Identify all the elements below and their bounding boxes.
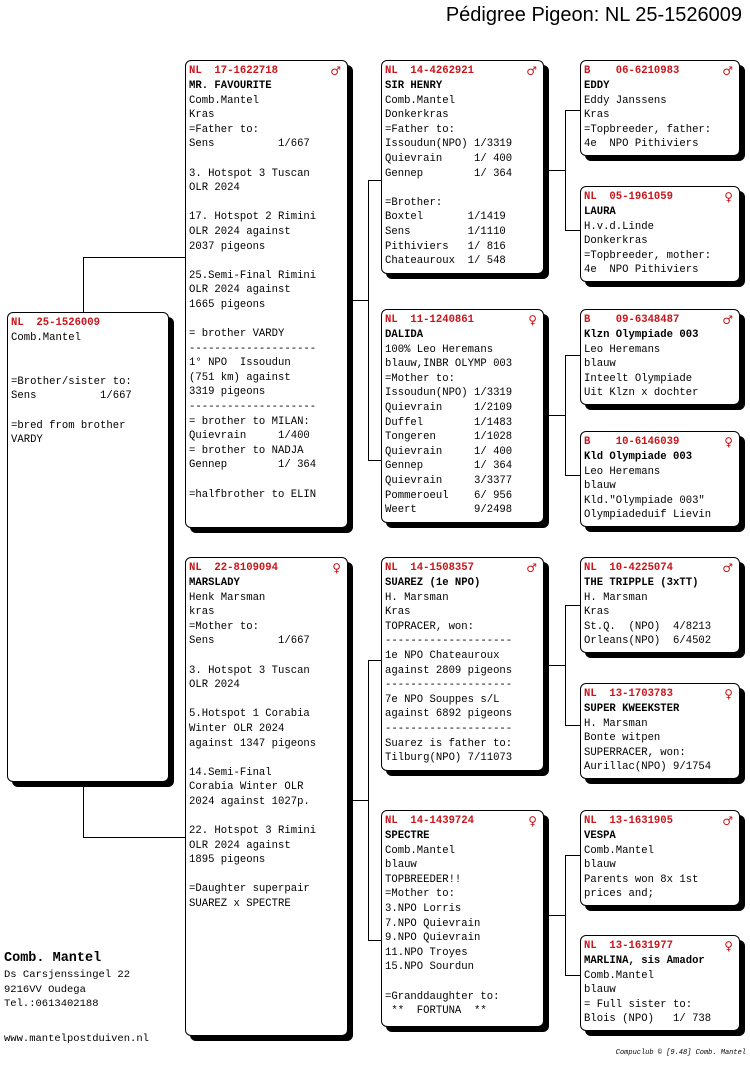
pigeon-info-line: Pithiviers 1/ 816 [385,240,506,253]
ring-number-text: B 09-6348487 [584,314,680,326]
pigeon-card-subject[interactable] [7,312,169,782]
pigeon-info-line: Comb.Mantel [11,332,81,344]
ring-number [584,435,735,450]
pigeon-info-line: =Brother: [385,196,443,209]
ring-number [385,814,539,829]
pigeon-info-line: 1895 pigeons [189,854,266,867]
breeder-phone: Tel.:0613402188 [4,998,99,1010]
pigeon-info-line: Comb.Mantel [189,94,259,107]
ring-number [385,561,539,576]
pigeon-name: EDDY [584,80,610,92]
pigeon-info-line: Suarez is father to: [385,737,513,750]
connector-line [352,800,368,801]
pigeon-info-line: 17. Hotspot 2 Rimini [189,211,317,224]
pigeon-name: Klzn Olympiade 003 [584,329,699,341]
pigeon-card-father[interactable] [185,60,348,528]
pigeon-info-line: Bonte witpen [584,732,661,745]
pigeon-info-line: Issoudun(NPO) 1/3319 [385,387,513,400]
pigeon-info-line: -------------------- [385,722,513,735]
pigeon-name: DALIDA [385,329,424,341]
pigeon-info-line: Chateauroux 1/ 548 [385,255,506,268]
male-symbol-icon: ♂ [722,814,733,828]
pigeon-info-line: =Granddaughter to: [385,990,500,1003]
pigeon-info-line: =Topbreeder, father: [584,123,712,136]
ring-number [584,313,735,328]
breeder-address-city: 9216VV Oudega [4,983,86,996]
pigeon-info-line [189,693,343,708]
pigeon-info-line: (751 km) against [189,371,291,384]
pigeon-info-line: 4e NPO Pithiviers [584,138,699,151]
pigeon-name: MR. FAVOURITE [189,80,272,92]
pigeon-info-line: SUPERRACER, won: [584,746,686,759]
female-symbol-icon: ♀ [724,939,733,953]
pigeon-info-line: Gennep 1/ 364 [385,167,513,180]
ring-number-text: NL 14-4262921 [385,65,475,77]
ring-number [385,64,539,79]
pigeon-info-line: Sens 1/667 [189,138,310,151]
female-symbol-icon: ♀ [724,687,733,701]
pigeon-card-fm-father[interactable] [580,309,740,405]
pigeon-info-line: Corabia Winter OLR [189,781,304,794]
connector-line [565,110,581,111]
pigeon-info-line: 14.Semi-Final [189,766,272,779]
pigeon-info-line: Orleans(NPO) 6/4502 [584,635,712,648]
footer-credit: Compuclub © [9.48] Comb. Mantel [615,1049,746,1057]
breeder-info [4,950,130,1012]
pigeon-info-line: =Mother to: [385,372,455,385]
pigeon-info-line: Henk Marsman [189,591,266,604]
pigeon-info-line: =Brother/sister to: [11,375,132,388]
ring-number [189,561,343,576]
pigeon-info-line: 5.Hotspot 1 Corabia [189,708,310,721]
pigeon-info-line: H.v.d.Linde [584,220,654,233]
pigeon-info-line: Aurillac(NPO) 9/1754 [584,761,712,774]
pigeon-info-line: Donkerkras [385,109,449,122]
pigeon-info-line: OLR 2024 [189,182,240,195]
connector-line [83,257,187,258]
pigeon-name: MARLINA, sis Amador [584,955,705,967]
pigeon-info-line: Kld."Olympiade 003" [584,494,705,507]
pigeon-card-mother[interactable] [185,557,348,1036]
connector-line [548,415,565,416]
pigeon-info-line: =Father to: [189,123,259,136]
pigeon-info-line: Sens 1/667 [189,635,310,648]
pigeon-info-line: 25.Semi-Final Rimini [189,269,317,282]
pigeon-info-line: Duffel 1/1483 [385,416,513,429]
pigeon-name: MARSLADY [189,577,240,589]
pigeon-info-line [11,346,164,361]
connector-line [565,855,581,856]
pigeon-info-line: Comb.Mantel [584,844,654,857]
pigeon-info-line: OLR 2024 against [189,225,291,238]
pigeon-info-line: = brother to NADJA [189,444,304,457]
connector-line [565,605,566,725]
connector-line [83,837,187,838]
connector-line [565,605,581,606]
pigeon-info-line [189,313,343,328]
pigeon-info-line: =halfbrother to ELIN [189,488,317,501]
pigeon-card-ff-mother[interactable] [580,186,740,282]
pigeon-info-line: Tilburg(NPO) 7/11073 [385,752,513,765]
pigeon-info-line: blauw [584,480,616,493]
male-symbol-icon: ♂ [722,313,733,327]
pigeon-info-line: -------------------- [189,342,317,355]
pigeon-info-line: 3319 pigeons [189,386,266,399]
pigeon-name: SPECTRE [385,830,430,842]
pigeon-info-line: Sens 1/667 [11,390,132,403]
pigeon-info-line: 3. Hotspot 3 Tuscan [189,664,310,677]
pigeon-info-line: =Mother to: [385,888,455,901]
pigeon-info-line: Gennep 1/ 364 [385,460,513,473]
connector-line [368,660,382,661]
ring-number-text: B 10-6146039 [584,436,680,448]
ring-number [584,561,735,576]
female-symbol-icon: ♀ [528,814,537,828]
pigeon-info-line [189,196,343,211]
pigeon-info-line: Kras [584,109,610,122]
ring-number [584,687,735,702]
ring-number-text: NL 14-1508357 [385,562,475,574]
pigeon-info-line: Comb.Mantel [385,94,455,107]
breeder-website-link[interactable]: www.mantelpostduiven.nl [4,1033,149,1045]
pigeon-info-line: St.Q. (NPO) 4/8213 [584,620,712,633]
ring-number-text: NL 10-4225074 [584,562,674,574]
pigeon-name: SIR HENRY [385,80,443,92]
breeder-name: Comb. Mantel [4,951,102,966]
pigeon-info-line: 2024 against 1027p. [189,795,310,808]
pigeon-card-mm-father[interactable] [580,810,740,906]
ring-number-text: NL 22-8109094 [189,562,279,574]
pigeon-info-line: -------------------- [189,401,317,414]
connector-line [565,475,581,476]
pigeon-info-line [189,152,343,167]
connector-line [565,355,581,356]
ring-number [584,64,735,79]
pigeon-info-line [189,649,343,664]
pigeon-info-line: -------------------- [385,679,513,692]
pigeon-info-line: Eddy Janssens [584,94,667,107]
pigeon-info-line: 3.NPO Lorris [385,902,462,915]
pigeon-info-line: = brother to MILAN: [189,415,310,428]
pigeon-info-line [385,181,539,196]
male-symbol-icon: ♂ [526,64,537,78]
pigeon-info-line: = Full sister to: [584,998,693,1011]
pigeon-info-line: OLR 2024 against [189,284,291,297]
pigeon-info-line: ** FORTUNA ** [385,1005,487,1018]
connector-line [548,915,565,916]
pigeon-info-line: Pommeroeul 6/ 956 [385,489,513,502]
pigeon-info-line [189,810,343,825]
pigeon-info-line: against 1347 pigeons [189,737,317,750]
ring-number-text: NL 14-1439724 [385,815,475,827]
pigeon-info-line: =Topbreeder, mother: [584,249,712,262]
pigeon-info-line: 7e NPO Souppes s/L [385,693,500,706]
pigeon-info-line: 15.NPO Sourdun [385,961,475,974]
pigeon-card-mother-father[interactable] [381,557,544,771]
female-symbol-icon: ♀ [528,313,537,327]
connector-line [548,665,565,666]
pigeon-info-line: =Daughter superpair [189,883,310,896]
pigeon-info-line: against 6892 pigeons [385,708,513,721]
pigeon-card-father-mother[interactable] [381,309,544,523]
pigeon-info-line: Leo Heremans [584,343,661,356]
pigeon-card-mm-mother[interactable] [580,935,740,1031]
pigeon-info-line: Donkerkras [584,235,648,248]
connector-line [565,110,566,230]
connector-line [368,460,382,461]
pigeon-name: Kld Olympiade 003 [584,451,693,463]
pigeon-info-line: VARDY [11,434,43,447]
pigeon-info-line: H. Marsman [584,717,648,730]
ring-number [584,190,735,205]
ring-number [584,939,735,954]
breeder-address-street: Ds Carsjenssingel 22 [4,969,131,981]
pigeon-name: VESPA [584,830,616,842]
pigeon-info-line: Kras [584,606,610,619]
pigeon-info-line: = brother VARDY [189,328,285,341]
pigeon-info-line: TOPBREEDER!! [385,873,462,886]
pigeon-name: LAURA [584,206,616,218]
female-symbol-icon: ♀ [332,561,341,575]
pigeon-info-line: blauw [584,984,616,997]
connector-line [352,300,368,301]
pigeon-info-line: Quievrain 1/400 [189,430,310,443]
pigeon-card-ff-father[interactable] [580,60,740,156]
ring-number [584,814,735,829]
pigeon-info-line: Quievrain 1/ 400 [385,152,513,165]
pigeon-info-line: Leo Heremans [584,465,661,478]
connector-line [83,780,84,837]
pigeon-info-line: Comb.Mantel [584,969,654,982]
pigeon-info-line: Issoudun(NPO) 1/3319 [385,138,513,151]
page-title: Pédigree Pigeon: NL 25-1526009 [445,4,742,26]
pigeon-info-line: Quievrain 1/2109 [385,401,513,414]
pigeon-info-line: kras [189,606,215,619]
male-symbol-icon: ♂ [330,64,341,78]
pigeon-info-line: 1665 pigeons [189,298,266,311]
pigeon-info-line: 3. Hotspot 3 Tuscan [189,167,310,180]
ring-number-text: NL 13-1631977 [584,940,674,952]
pigeon-info-line: Quievrain 1/ 400 [385,445,513,458]
pigeon-card-mf-father[interactable] [580,557,740,653]
pigeon-info-line: 7.NPO Quievrain [385,917,481,930]
pigeon-card-mf-mother[interactable] [580,683,740,779]
connector-line [565,725,581,726]
pigeon-card-father-father[interactable] [381,60,544,274]
pigeon-info-line: OLR 2024 against [189,839,291,852]
pigeon-info-line: Olympiadeduif Lievin [584,509,712,522]
pigeon-info-line: H. Marsman [385,591,449,604]
connector-line [368,180,382,181]
ring-number-text: NL 17-1622718 [189,65,279,77]
connector-line [368,660,369,940]
pigeon-info-line: OLR 2024 [189,679,240,692]
connector-line [548,170,565,171]
pigeon-info-line: Gennep 1/ 364 [189,459,317,472]
female-symbol-icon: ♀ [724,435,733,449]
pigeon-info-line: Comb.Mantel [385,844,455,857]
pigeon-name: SUPER KWEEKSTER [584,703,680,715]
connector-line [565,855,566,975]
pigeon-info-line: against 2809 pigeons [385,664,513,677]
pigeon-name: SUAREZ (1e NPO) [385,577,481,589]
pigeon-info-line: Boxtel 1/1419 [385,211,506,224]
ring-number [385,313,539,328]
pigeon-info-line [11,404,164,419]
connector-line [565,975,581,976]
pigeon-info-line: Weert 9/2498 [385,504,513,517]
pigeon-info-line: =Father to: [385,123,455,136]
pigeon-info-line: 22. Hotspot 3 Rimini [189,825,317,838]
pigeon-info-line: Blois (NPO) 1/ 738 [584,1013,712,1026]
pigeon-info-line: 11.NPO Troyes [385,946,468,959]
pigeon-info-line [11,360,164,375]
female-symbol-icon: ♀ [724,190,733,204]
connector-line [368,180,369,460]
ring-number [189,64,343,79]
pigeon-info-line [189,254,343,269]
pigeon-info-line: Sens 1/1110 [385,225,506,238]
pigeon-info-line [385,975,539,990]
pigeon-info-line: 1e NPO Chateauroux [385,649,500,662]
ring-number-text: NL 13-1631905 [584,815,674,827]
pigeon-info-line: =bred from brother [11,419,126,432]
pigeon-info-line: 1° NPO Issoudun [189,357,291,370]
pigeon-info-line: Quievrain 3/3377 [385,474,513,487]
connector-line [83,257,84,314]
pigeon-info-line: 2037 pigeons [189,240,266,253]
pigeon-info-line: SUAREZ x SPECTRE [189,898,291,911]
ring-number-text: B 06-6210983 [584,65,680,77]
male-symbol-icon: ♂ [722,561,733,575]
pigeon-info-line: Kras [385,606,411,619]
pigeon-info-line [189,868,343,883]
pigeon-info-line [189,473,343,488]
pigeon-info-line: blauw [385,859,417,872]
ring-number [11,316,164,331]
ring-number-text: NL 13-1703783 [584,688,674,700]
pigeon-info-line: Parents won 8x 1st [584,873,699,886]
connector-line [565,355,566,475]
pigeon-info-line: blauw,INBR OLYMP 003 [385,358,513,371]
pigeon-info-line: blauw [584,859,616,872]
pigeon-info-line [189,751,343,766]
pigeon-info-line: blauw [584,358,616,371]
ring-number-text: NL 25-1526009 [11,317,101,329]
pigeon-info-line: -------------------- [385,635,513,648]
pigeon-info-line: =Mother to: [189,620,259,633]
pigeon-name: THE TRIPPLE (3xTT) [584,577,699,589]
pigeon-card-mother-mother[interactable] [381,810,544,1027]
pigeon-info-line: Tongeren 1/1028 [385,431,513,444]
pigeon-info-line: 100% Leo Heremans [385,343,494,356]
pigeon-info-line: prices and; [584,888,654,901]
pigeon-card-fm-mother[interactable] [580,431,740,527]
ring-number-text: NL 05-1961059 [584,191,674,203]
pigeon-info-line: 9.NPO Quievrain [385,932,481,945]
pigeon-info-line: Kras [189,109,215,122]
ring-number-text: NL 11-1240861 [385,314,475,326]
connector-line [368,940,382,941]
male-symbol-icon: ♂ [722,64,733,78]
male-symbol-icon: ♂ [526,561,537,575]
connector-line [565,230,581,231]
pigeon-info-line: Uit Klzn x dochter [584,387,699,400]
pigeon-info-line: Winter OLR 2024 [189,722,285,735]
pigeon-info-line: Inteelt Olympiade [584,372,693,385]
pigeon-info-line: TOPRACER, won: [385,620,475,633]
pigeon-info-line: 4e NPO Pithiviers [584,264,699,277]
pigeon-info-line: H. Marsman [584,591,648,604]
